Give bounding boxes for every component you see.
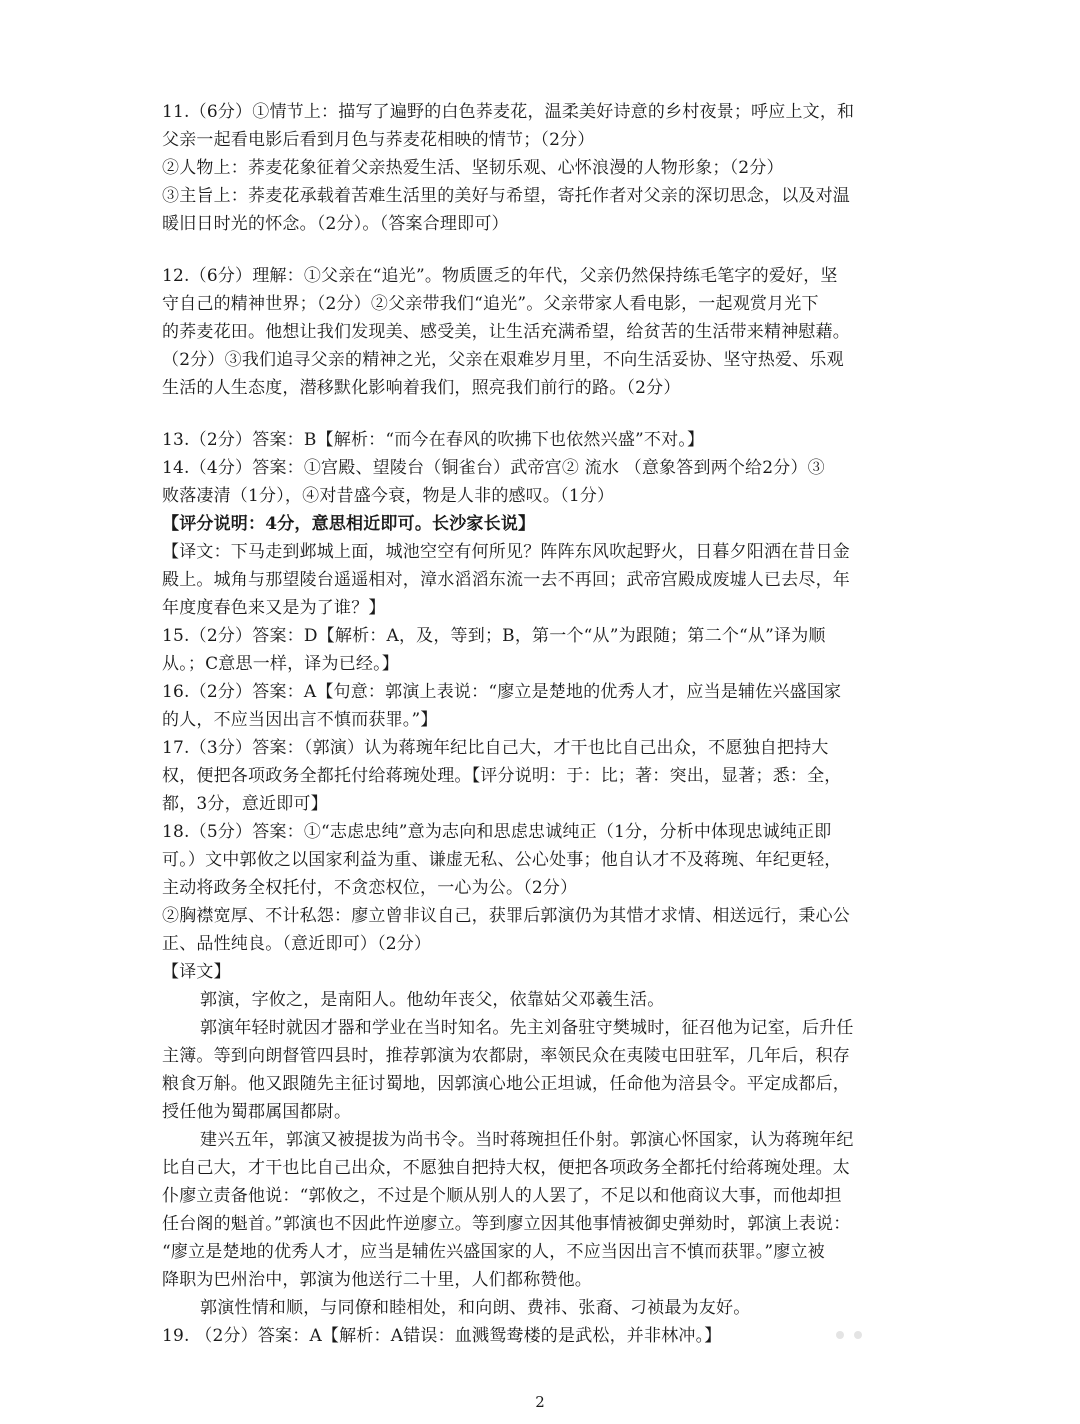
translation-14-line-1: 【译文：下马走到邺城上面，城池空空有何所见？阵阵东风吹起野火，日暮夕阳洒在昔日金 [162, 542, 850, 562]
faded-watermark [836, 1318, 1046, 1352]
answer-18-line-3: 主动将政务全权托付，不贪恋权位，一心为公。（2分） [162, 878, 578, 898]
answer-18-line-4: ②胸襟宽厚、不计私怨：廖立曾非议自己，获罪后郭演仍为其惜才求情、相送远行，秉心公 [162, 906, 850, 926]
watermark-dot-icon [854, 1331, 862, 1339]
answer-11-line-5: 暖旧日时光的怀念。（2分）。（答案合理即可） [162, 214, 509, 234]
translation-para-2-line-2: 主簿。等到向朗督管四县时，推荐郭演为农都尉，率领民众在夷陵屯田驻军，几年后，积存 [162, 1046, 850, 1066]
answer-18-line-5: 正、品性纯良。（意近即可）（2分） [162, 934, 432, 954]
answer-12-line-2: 守自己的精神世界；（2分）②父亲带我们“追光”。父亲带家人看电影，一起观赏月光下 [162, 294, 819, 314]
translation-para-3-line-3: 仆廖立责备他说：“郭攸之，不过是个顺从别人的人罢了，不足以和他商议大事，而他却担 [162, 1186, 842, 1206]
answer-17-line-3: 都，3分，意近即可】 [162, 794, 328, 814]
answer-12-line-5: 生活的人生态度，潜移默化影响着我们，照亮我们前行的路。（2分） [162, 378, 681, 398]
answer-11-line-4: ③主旨上：荞麦花承载着苦难生活里的美好与希望，寄托作者对父亲的深切思念，以及对温 [162, 186, 850, 206]
translation-para-2-line-4: 授任他为蜀郡属国都尉。 [162, 1102, 352, 1122]
answer-18-line-2: 可。）文中郭攸之以国家利益为重、谦虚无私、公心处事；他自认才不及蒋琬、年纪更轻， [162, 850, 842, 870]
answer-19-line: 19. （2分）答案：A【解析：A错误：血溅鸳鸯楼的是武松，并非林冲。】 [162, 1326, 722, 1346]
translation-14-line-3: 年度度春色来又是为了谁？】 [162, 598, 386, 618]
translation-para-2-line-1: 郭演年轻时就因才器和学业在当时知名。先主刘备驻守樊城时，征召他为记室，后升任 [200, 1018, 854, 1038]
translation-heading: 【译文】 [162, 962, 231, 982]
answer-14-line-2: 败落凄清（1分），④对昔盛今衰，物是人非的感叹。（1分） [162, 486, 615, 506]
translation-para-3-line-4: 任台阁的魁首。”郭演也不因此忤逆廖立。等到廖立因其他事情被御史弹劾时，郭演上表说： [162, 1214, 851, 1234]
translation-para-1: 郭演，字攸之，是南阳人。他幼年丧父，依靠姑父邓羲生活。 [200, 990, 665, 1010]
answer-15-line-2: 从。；C意思一样，译为已经。】 [162, 654, 400, 674]
answer-12-line-3: 的荞麦花田。他想让我们发现美、感受美，让生活充满希望，给贫苦的生活带来精神慰藉。 [162, 322, 850, 342]
translation-para-3-line-2: 比自己大，才干也比自己出众，不愿独自把持大权，便把各项政务全都托付给蒋琬处理。太 [162, 1158, 850, 1178]
answer-15-line-1: 15.（2分）答案：D【解析：A，及，等到；B，第一个“从”为跟随；第二个“从”译为顺 [162, 626, 826, 646]
answer-11-line-1: 11.（6分）①情节上：描写了遍野的白色荞麦花，温柔美好诗意的乡村夜景；呼应上文，和 [162, 102, 855, 122]
translation-14-line-2: 殿上。城角与那望陵台遥遥相对，漳水滔滔东流一去不再回；武帝宫殿成废墟人已去尽，年 [162, 570, 850, 590]
answer-key-page [162, 98, 922, 1350]
answer-12-line-4: （2分）③我们追寻父亲的精神之光，父亲在艰难岁月里，不向生活妥协、坚守热爱、乐观 [162, 350, 844, 370]
answer-18-line-1: 18.（5分）答案：①“志虑忠纯”意为志向和思虑忠诚纯正（1分，分析中体现忠诚纯正即 [162, 822, 832, 842]
answer-12-line-1: 12.（6分）理解：①父亲在“追光”。物质匮乏的年代，父亲仍然保持练毛笔字的爱好，坚 [162, 266, 838, 286]
answer-14-line-1: 14.（4分）答案：①宫殿、望陵台（铜雀台）武帝宫② 流水 （意象答到两个给2分）③ [162, 458, 825, 478]
scoring-note-14: 【评分说明：4分，意思相近即可。长沙家长说】 [162, 514, 536, 534]
watermark-dot-icon [836, 1331, 844, 1339]
translation-para-2-line-3: 粮食万斛。他又跟随先主征讨蜀地，因郭演心地公正坦诚，任命他为涪县令。平定成都后， [162, 1074, 850, 1094]
page-number: 2 [535, 1393, 545, 1411]
answer-16-line-2: 的人，不应当因出言不慎而获罪。”】 [162, 710, 438, 730]
answer-17-line-2: 权，便把各项政务全都托付给蒋琬处理。【评分说明：于：比；著：突出，显著；悉：全， [162, 766, 842, 786]
translation-para-3-line-5: “廖立是楚地的优秀人才，应当是辅佐兴盛国家的人，不应当因出言不慎而获罪。”廖立被 [162, 1242, 825, 1262]
translation-para-3-line-1: 建兴五年，郭演又被提拔为尚书令。当时蒋琬担任仆射。郭演心怀国家，认为蒋琬年纪 [200, 1130, 854, 1150]
answer-11-line-3: ②人物上：荞麦花象征着父亲热爱生活、坚韧乐观、心怀浪漫的人物形象；（2分） [162, 158, 784, 178]
answer-17-line-1: 17.（3分）答案：（郭演）认为蒋琬年纪比自己大，才干也比自己出众，不愿独自把持大 [162, 738, 829, 758]
answer-11-line-2: 父亲一起看电影后看到月色与荞麦花相映的情节；（2分） [162, 130, 595, 150]
answer-16-line-1: 16.（2分）答案：A【句意：郭演上表说：“廖立是楚地的优秀人才，应当是辅佐兴盛国家 [162, 682, 842, 702]
translation-para-3-line-6: 降职为巴州治中，郭演为他送行二十里，人们都称赞他。 [162, 1270, 592, 1290]
answer-13-line: 13.（2分）答案：B【解析：“而今在春风的吹拂下也依然兴盛”不对。】 [162, 430, 705, 450]
translation-para-4: 郭演性情和顺，与同僚和睦相处，和向朗、费祎、张裔、刁祯最为友好。 [200, 1298, 751, 1318]
